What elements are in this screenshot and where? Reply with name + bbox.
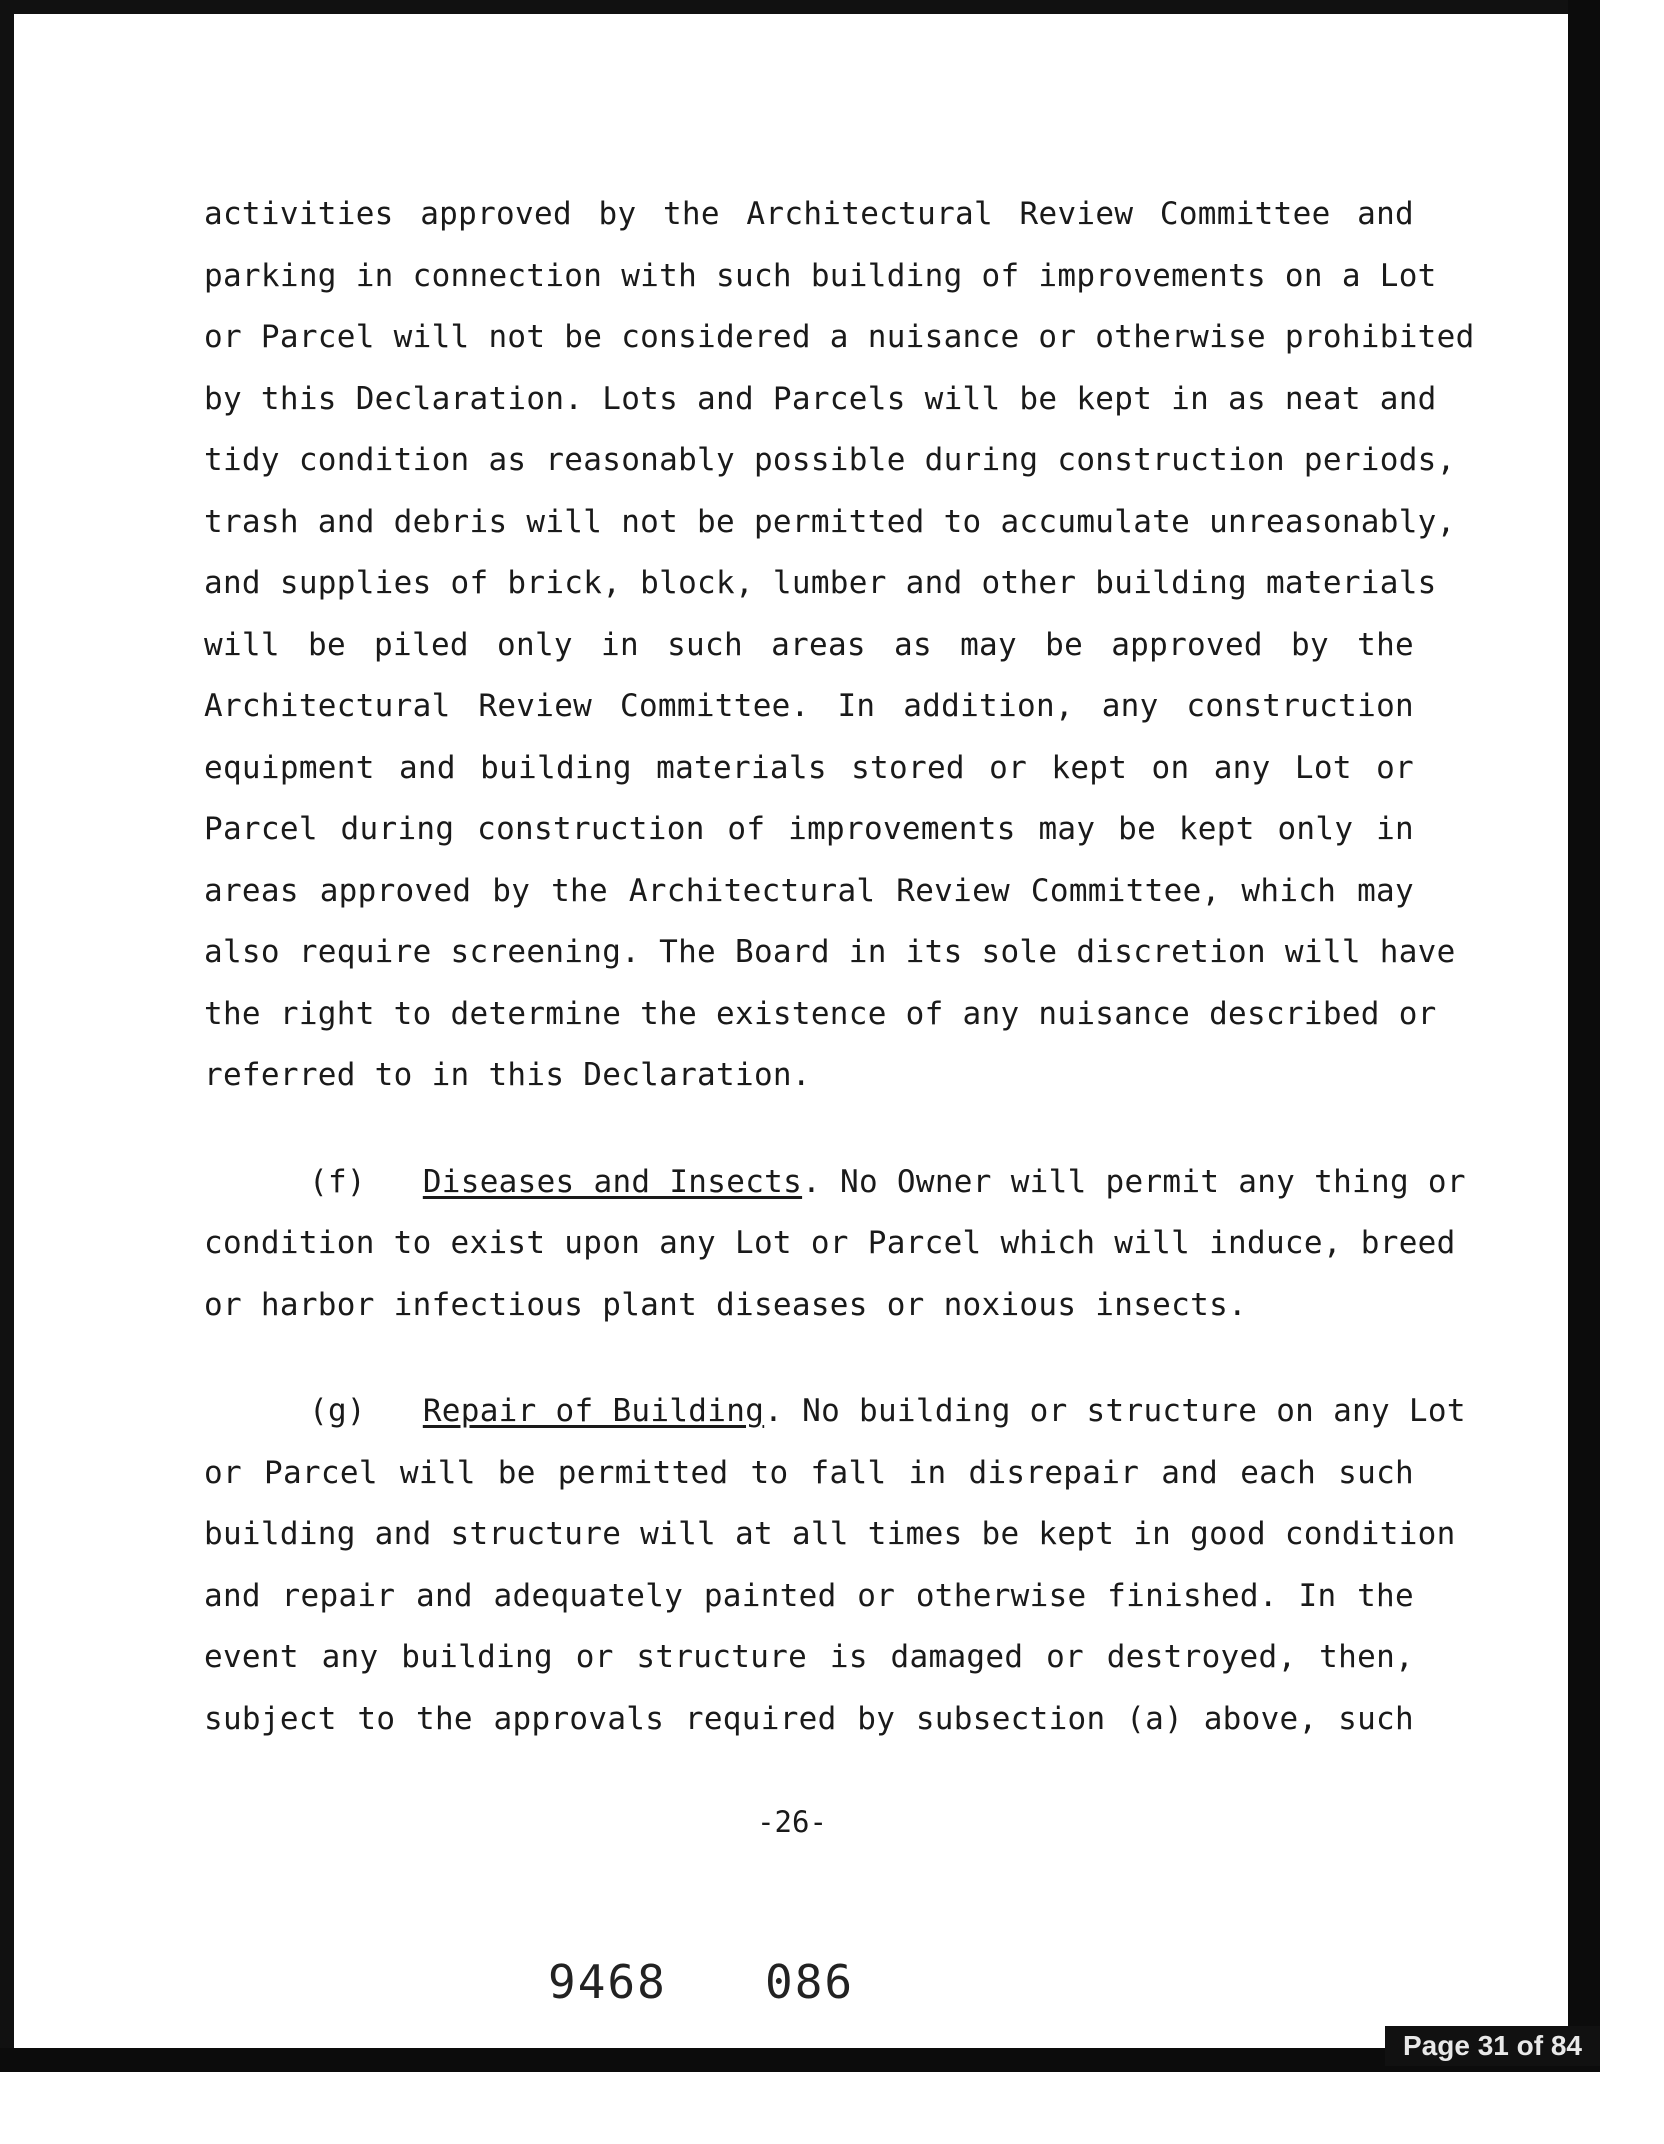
paragraph-g-line: building and structure will at all times be kept in good condition <box>204 1516 1456 1552</box>
paragraph-g-heading: Repair of Building <box>422 1393 765 1429</box>
paragraph-f-first-line-rest: . No Owner will permit any thing or <box>802 1163 1466 1200</box>
paragraph-line: tidy condition as reasonably possible during construction periods, <box>204 442 1456 478</box>
paragraph-line: Parcel during construction of improvements may be kept only in <box>204 811 1414 847</box>
paragraph-continued <box>204 184 1475 1107</box>
document-body <box>204 184 1475 1750</box>
paragraph-f <box>204 1152 1466 1337</box>
recording-page-number: 086 <box>765 1955 855 2009</box>
paragraph-line: activities approved by the Architectural Review Committee and <box>204 196 1414 232</box>
scan-border-top <box>0 0 1580 14</box>
paragraph-gap <box>204 1336 1414 1381</box>
scan-border-right <box>1568 0 1600 2070</box>
page-number: -26- <box>757 1805 827 1839</box>
paragraph-line: areas approved by the Architectural Review Committee, which may <box>204 872 1414 909</box>
recording-book-number: 9468 <box>548 1955 667 2009</box>
page-indicator: Page 31 of 84 <box>1385 2026 1600 2066</box>
document-page <box>14 14 1568 2048</box>
scan-border-left <box>0 0 14 2070</box>
scan-border-bottom <box>0 2048 1600 2072</box>
paragraph-line: referred to in this Declaration. <box>204 1057 811 1093</box>
paragraph-g-line: event any building or structure is damaged or destroyed, then, <box>204 1639 1414 1675</box>
paragraph-g-line: subject to the approvals required by subsection (a) above, such <box>204 1700 1414 1737</box>
paragraph-g-marker: (g) <box>309 1393 366 1429</box>
paragraph-line: trash and debris will not be permitted to accumulate unreasonably, <box>204 503 1456 540</box>
paragraph-f-first-line <box>204 1152 1466 1214</box>
paragraph-g-first-line-rest: . No building or structure on any Lot <box>764 1393 1466 1429</box>
paragraph-f-heading: Diseases and Insects <box>422 1163 803 1200</box>
paragraph-f-line: or harbor infectious plant diseases or noxious insects. <box>204 1286 1247 1323</box>
paragraph-g <box>204 1381 1466 1750</box>
paragraph-g-first-line <box>204 1381 1466 1443</box>
paragraph-line: parking in connection with such building of improvements on a Lot <box>204 257 1437 294</box>
paragraph-line: equipment and building materials stored or kept on any Lot or <box>204 749 1414 786</box>
paragraph-line: also require screening. The Board in its sole discretion will have <box>204 934 1456 970</box>
paragraph-line: will be piled only in such areas as may be approved by the <box>204 626 1414 663</box>
paragraph-line: by this Declaration. Lots and Parcels will be kept in as neat and <box>204 380 1437 417</box>
paragraph-line: or Parcel will not be considered a nuisance or otherwise prohibited <box>204 319 1475 355</box>
paragraph-g-line: and repair and adequately painted or otherwise finished. In the <box>204 1577 1414 1614</box>
paragraph-g-line: or Parcel will be permitted to fall in disrepair and each such <box>204 1454 1414 1491</box>
paragraph-line: and supplies of brick, block, lumber and other building materials <box>204 565 1437 601</box>
paragraph-line: the right to determine the existence of any nuisance described or <box>204 995 1437 1032</box>
paragraph-f-line: condition to exist upon any Lot or Parcel which will induce, breed <box>204 1225 1456 1261</box>
paragraph-gap <box>204 1107 1414 1152</box>
paragraph-f-marker: (f) <box>309 1163 366 1200</box>
paragraph-line: Architectural Review Committee. In addition, any construction <box>204 688 1414 724</box>
